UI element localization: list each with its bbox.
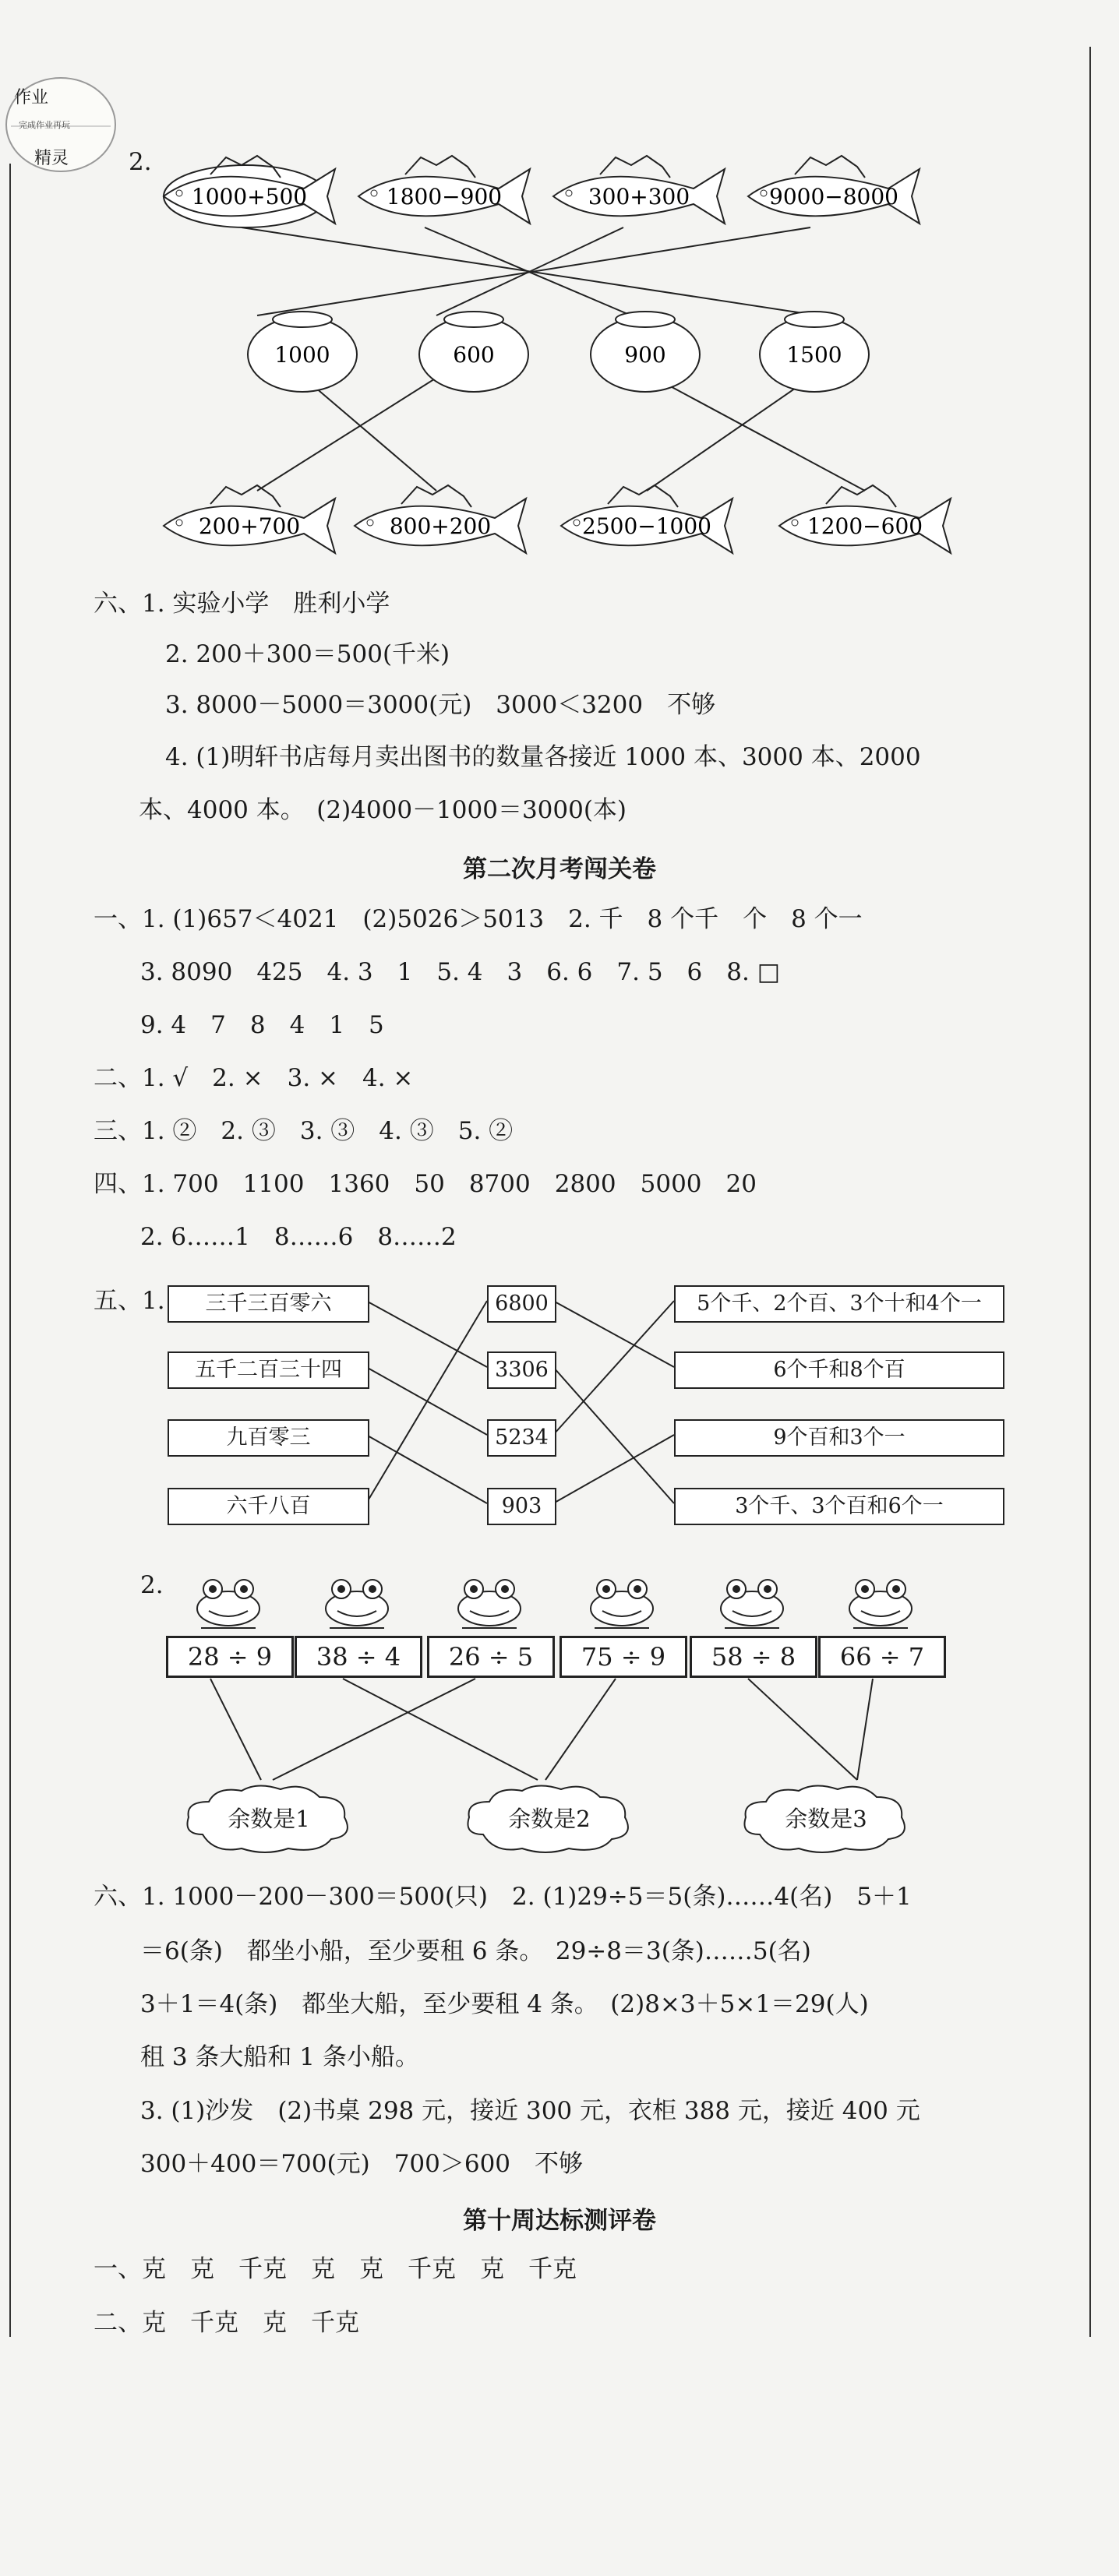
chinese-number-box: 九百零三 [168, 1419, 369, 1457]
answer-line: 二、克 千克 克 千克 [94, 2309, 359, 2337]
cloud-label: 余数是2 [508, 1806, 591, 1832]
answer-line: 六、1. 1000－200－300＝500(只) 2. (1)29÷5＝5(条)……4(名) 5＋1 [94, 1883, 912, 1911]
jar-label: 600 [453, 342, 495, 368]
place-value-box: 6个千和8个百 [674, 1351, 1004, 1389]
jar-icon [591, 312, 700, 392]
answer-line: 2. 6……1 8……6 8……2 [140, 1223, 457, 1251]
link-line [647, 378, 810, 491]
frog-icon [322, 1573, 392, 1636]
answer-line: 一、克 克 千克 克 克 千克 克 千克 [94, 2255, 577, 2283]
fish-icon [561, 485, 732, 553]
answer-line: 三、1. ② 2. ③ 3. ③ 4. ③ 5. ② [94, 1117, 514, 1145]
frog-icon [454, 1573, 524, 1636]
fish-icon [358, 156, 530, 224]
jar-label: 1000 [274, 342, 330, 368]
cloud-shape [179, 1780, 358, 1858]
chinese-number-box: 五千二百三十四 [168, 1351, 369, 1389]
fish-label: 1800−900 [386, 184, 503, 210]
fish-label: 800+200 [389, 513, 492, 539]
answer-line: 3. 8090 425 4. 3 1 5. 4 3 6. 6 7. 5 6 8. □ [140, 958, 780, 986]
question-number: 2. [129, 148, 152, 176]
fish-jar-matching-figure [0, 140, 1119, 576]
division-box: 66 ÷ 7 [818, 1636, 946, 1678]
answer-line: ＝6(条) 都坐小船，至少要租 6 条。 29÷8＝3(条)……5(名) [140, 1937, 811, 1965]
answer-line: 3. 8000－5000＝3000(元) 3000＜3200 不够 [165, 691, 716, 719]
fish-icon [164, 485, 335, 553]
frog-icon [845, 1573, 916, 1636]
fish-label: 2500−1000 [582, 513, 711, 539]
question-number: 五、1. [94, 1287, 165, 1315]
answer-line: 9. 4 7 8 4 1 5 [140, 1011, 384, 1039]
fish-label: 1200−600 [807, 513, 923, 539]
jar-group [248, 312, 869, 392]
digit-number-box: 6800 [487, 1285, 556, 1323]
jar-label: 1500 [786, 342, 842, 368]
fish-label: 1000+500 [191, 184, 308, 210]
question-number: 2. [140, 1571, 164, 1599]
jar-icon [419, 312, 528, 392]
digit-number-box: 5234 [487, 1419, 556, 1457]
fish-icon [355, 485, 526, 553]
frog-icon [587, 1573, 657, 1636]
frog-icon [717, 1573, 787, 1636]
answer-line: 租 3 条大船和 1 条小船。 [140, 2043, 419, 2071]
division-box: 75 ÷ 9 [560, 1636, 687, 1678]
cloud-label: 余数是3 [785, 1806, 867, 1832]
jar-label: 900 [624, 342, 666, 368]
answer-line: 一、1. (1)657＜4021 (2)5026＞5013 2. 千 8 个千 个 8 个一 [94, 905, 863, 933]
division-box: 28 ÷ 9 [166, 1636, 294, 1678]
fish-icon [553, 156, 725, 224]
jar-icon [248, 312, 357, 392]
division-box: 58 ÷ 8 [690, 1636, 817, 1678]
jar-icon [760, 312, 869, 392]
badge-bottom-text: 精灵 [34, 149, 69, 168]
fish-label: 200+700 [198, 513, 301, 539]
section-title: 第二次月考闯关卷 [463, 855, 656, 883]
fish-label: 300+300 [588, 184, 690, 210]
bottom-fish-group [164, 485, 951, 553]
chinese-number-box: 三千三百零六 [168, 1285, 369, 1323]
cloud-label: 余数是1 [228, 1806, 310, 1832]
fish-icon [779, 485, 951, 553]
answer-line: 本、4000 本。 (2)4000－1000＝3000(本) [139, 796, 627, 824]
division-box: 38 ÷ 4 [295, 1636, 422, 1678]
link-line [655, 378, 865, 491]
division-box: 26 ÷ 5 [427, 1636, 555, 1678]
link-line [257, 378, 436, 491]
link-line [425, 227, 631, 315]
cloud-shape [460, 1780, 639, 1858]
digit-number-box: 903 [487, 1488, 556, 1525]
section-title: 第十周达标测评卷 [463, 2207, 656, 2235]
link-line [304, 378, 436, 491]
fish-icon [748, 156, 920, 224]
place-value-box: 3个千、3个百和6个一 [674, 1488, 1004, 1525]
answer-line: 2. 200＋300＝500(千米) [165, 640, 450, 668]
answer-line: 300＋400＝700(元) 700＞600 不够 [140, 2150, 584, 2178]
place-value-box: 9个百和3个一 [674, 1419, 1004, 1457]
place-value-box: 5个千、2个百、3个十和4个一 [674, 1285, 1004, 1323]
answer-line: 4. (1)明轩书店每月卖出图书的数量各接近 1000 本、3000 本、2000 [165, 743, 921, 771]
badge-mid-text: 完成作业再玩 [19, 120, 70, 130]
chinese-number-box: 六千八百 [168, 1488, 369, 1525]
frog-icon [193, 1573, 263, 1636]
answer-line: 四、1. 700 1100 1360 50 8700 2800 5000 20 [94, 1170, 757, 1198]
answer-line: 二、1. √ 2. × 3. × 4. × [94, 1064, 414, 1092]
answer-line: 3. (1)沙发 (2)书桌 298 元，接近 300 元，衣柜 388 元，接近 400 元 [140, 2097, 920, 2125]
cloud-shape [736, 1780, 916, 1858]
answer-line: 六、1. 实验小学 胜利小学 [94, 590, 390, 618]
badge-top-text: 作业 [14, 88, 49, 107]
digit-number-box: 3306 [487, 1351, 556, 1389]
fish-label: 9000−8000 [769, 184, 898, 210]
answer-line: 3＋1＝4(条) 都坐大船，至少要租 4 条。 (2)8×3＋5×1＝29(人) [140, 1990, 869, 2018]
